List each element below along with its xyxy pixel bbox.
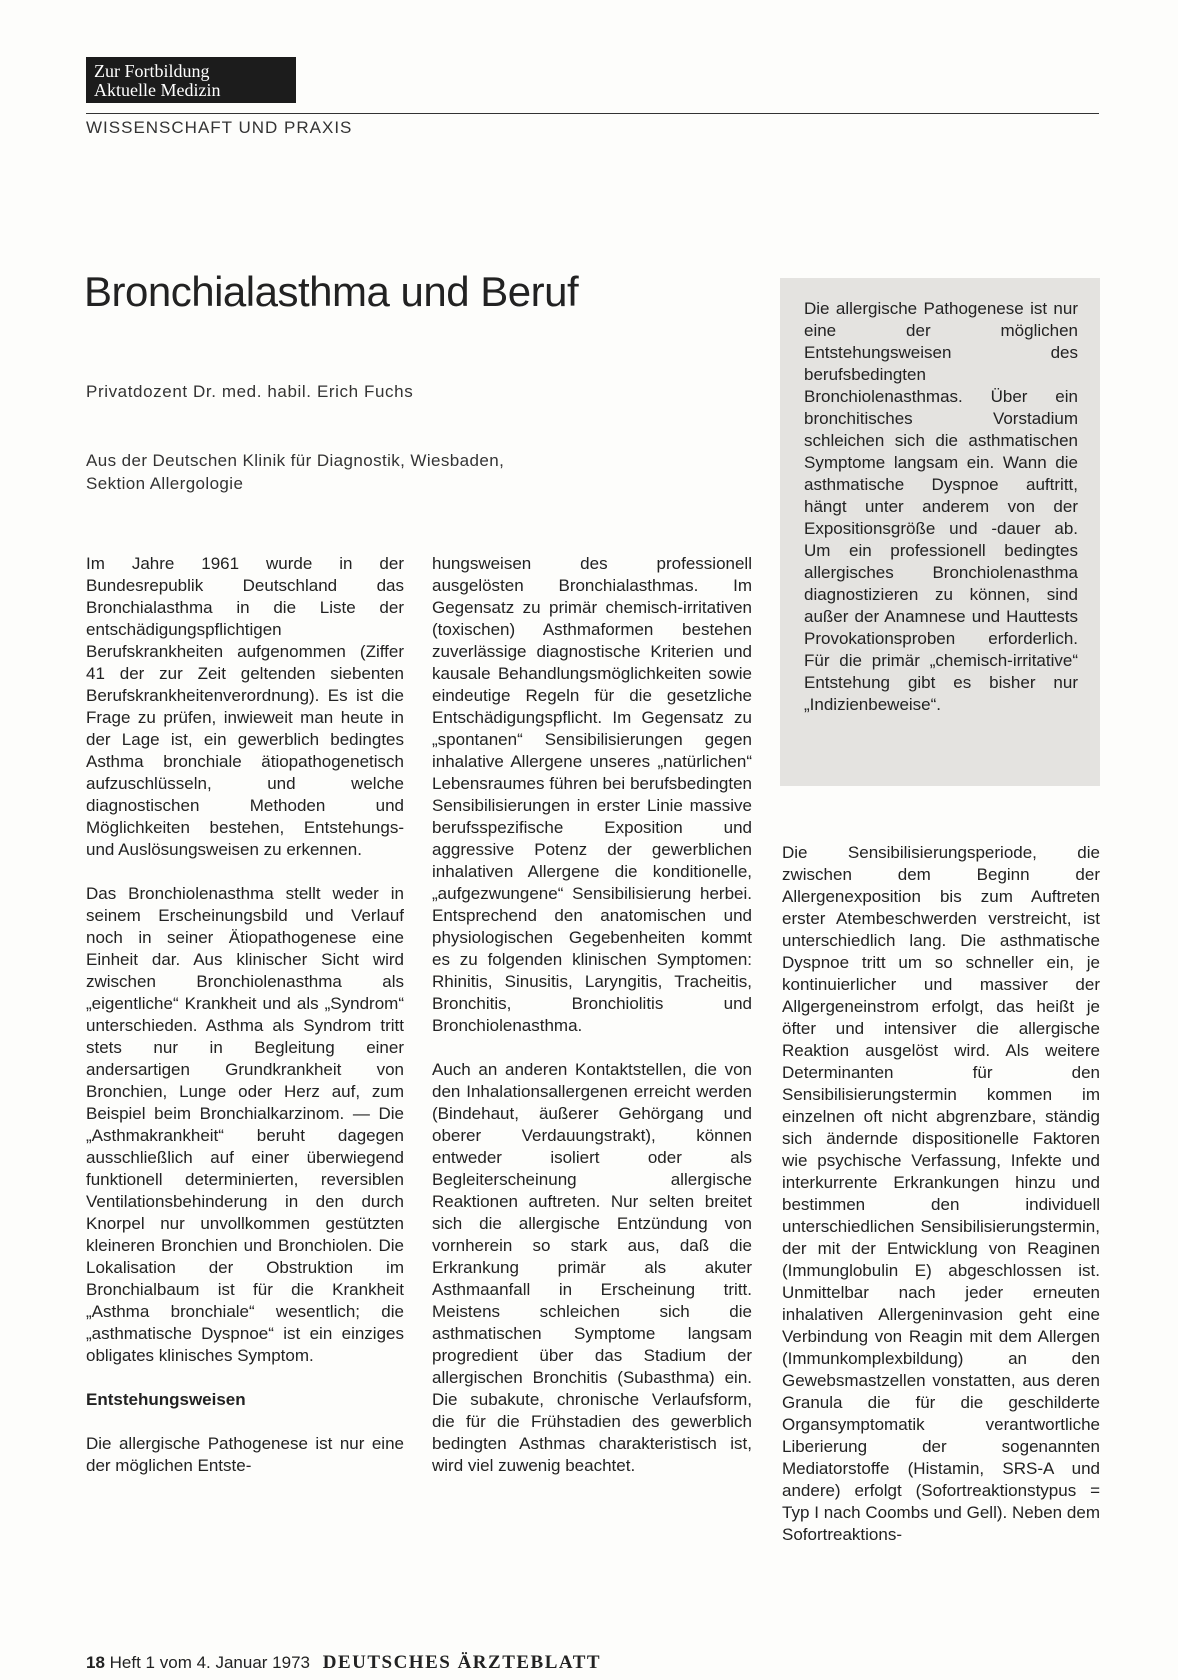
journal-name: DEUTSCHES ÄRZTEBLATT: [322, 1652, 602, 1673]
affiliation: [86, 449, 504, 495]
section-label-box: [86, 57, 296, 103]
section-label-line1: Zur Fortbildung: [94, 61, 210, 81]
affiliation-line2: Sektion Allergologie: [86, 474, 244, 493]
article-title: Bronchialasthma und Beruf: [84, 268, 579, 315]
paragraph: Die Sensibilisierungsperiode, die zwischen dem Beginn der Allergenexposition bis zum Auftreten erster Atembeschwerden verstreicht, ist unterschiedlich lang. Die asthmatische Dyspnoe tritt um so schneller ein, je kontinuierlicher und massiver der Allgergeneinstrom erfolgt, das heißt je öfter und intensiver die allergische Reaktion ausgelöst wird. Als weitere Determinanten für den Sensibilisierungstermin kommen im einzelnen oft nicht abgrenzbare, ständig sich ändernde dispositionelle Faktoren wie psychische Verfassung, Infekte und interkurrente Erkrankungen hinzu und bestimmen den individuell unterschiedlichen Sensibilisierungstermin, der mit der Entwicklung von Reaginen (Immunglobulin E) abgeschlossen ist. Unmittelbar nach jeder erneuten inhalativen Allergeninvasion geht eine Verbindung von Reagin mit dem Allergen (Immunkomplexbildung) an den Gewebsmastzellen vonstatten, aus deren Granula die für die geschilderte Organsymptomatik verantwortliche Liberierung der sogenannten Mediatorstoffe (Histamin, SRS-A und andere) erfolgt (Sofortreaktionstypus = Typ I nach Coombs und Gell). Neben dem Sofortreaktions-: [782, 843, 1100, 1544]
column-1: [86, 553, 404, 1499]
paragraph: Auch an anderen Kontaktstellen, die von den Inhalationsallergenen erreicht werden (Bindehaut, äußerer Gehörgang und oberer Verdauungstrakt), können entweder isoliert oder als Begleiterscheinung allergische Reaktionen auftreten. Nur selten breitet sich die allergische Entzündung von vornherein so stark aus, daß die Erkrankung primär als akuter Asthmaanfall in Erscheinung tritt. Meistens schleichen sich die asthmatischen Symptome langsam progredient über das Stadium der allergischen Bronchitis (Subasthma) ein. Die subakute, chronische Verlaufsform, die für die Frühstadien des gewerblich bedingten Asthmas charakteristisch ist, wird viel zuwenig beachtet.: [432, 1060, 752, 1475]
column-2: [432, 553, 752, 1499]
paragraph: Im Jahre 1961 wurde in der Bundesrepublik Deutschland das Bronchialasthma in die Liste der entschädigungspflichtigen Berufskrankheiten aufgenommen (Ziffer 41 der zur Zeit geltenden siebenten Berufskrankheitenverordnung). Es ist die Frage zu prüfen, inwieweit man heute in der Lage ist, ein gewerblich bedingtes Asthma bronchiale ätiopathogenetisch aufzuschlüsseln, und welche diagnostischen Methoden und Möglichkeiten bestehen, Entstehungs- und Auslösungsweisen zu erkennen.: [86, 554, 404, 859]
page-footer: [86, 1652, 601, 1674]
section-label-line2: Aktuelle Medizin: [94, 80, 221, 100]
summary-callout: Die allergische Pathogenese ist nur eine der möglichen Entstehungsweisen des berufsbedingten Bronchiolenasthmas. Über ein bronchitisches Vorstadium schleichen sich die asthmatischen Symptome langsam ein. Wann die asthmatische Dyspnoe auftritt, hängt unter anderem von der Expositionsgröße und -dauer ab. Um ein professionell bedingtes allergisches Bronchiolenasthma diagnostizieren zu können, sind außer der Anamnese und Hauttests Provokationsproben erforderlich. Für die primär „chemisch-irritative“ Entstehung gibt es bisher nur „Indizienbeweise“.: [780, 278, 1100, 786]
kicker: WISSENSCHAFT UND PRAXIS: [86, 118, 353, 137]
paragraph: Das Bronchiolenasthma stellt weder in seinem Erscheinungsbild und Verlauf noch in seiner Ätiopathogenese eine Einheit dar. Aus klinischer Sicht wird zwischen Bronchiolenasthma als „eigentliche“ Krankheit und als „Syndrom“ unterschieden. Asthma als Syndrom tritt stets nur in Begleitung einer andersartigen Grundkrankheit von Bronchien, Lunge oder Herz auf, zum Beispiel beim Bronchialkarzinom. — Die „Asthmakrankheit“ beruht dagegen ausschließlich auf einer überwiegend funktionell determinierten, reversiblen Ventilationsbehinderung in den durch Knorpel nur unvollkommen gestützten kleineren Bronchien und Bronchiolen. Die Lokalisation der Obstruktion im Bronchialbaum ist für die Krankheit „Asthma bronchiale“ wesentlich; die „asthmatische Dyspnoe“ ist ein einziges obligates klinisches Symptom.: [86, 884, 404, 1365]
paragraph: hungsweisen des professionell ausgelösten Bronchialasthmas. Im Gegensatz zu primär chemisch-irritativen (toxischen) Asthmaformen bestehen zuverlässige diagnostische Kriterien und kausale Behandlungsmöglichkeiten sowie eindeutige Regeln für die gesetzliche Entschädigungspflicht. Im Gegensatz zu „spontanen“ Sensibilisierungen gegen inhalative Allergene unseres „natürlichen“ Lebensraumes führen bei berufsbedingten Sensibilisierungen in erster Linie massive berufsspezifische Exposition und aggressive Potenz der gewerblichen inhalativen Allergene die konditionelle, „aufgezwungene“ Sensibilisierung herbei. Entsprechend den anatomischen und physiologischen Gegebenheiten kommt es zu folgenden klinischen Symptomen: Rhinitis, Sinusitis, Laryngitis, Tracheitis, Bronchitis, Bronchiolitis und Bronchiolenasthma.: [432, 554, 752, 1035]
paragraph: Die allergische Pathogenese ist nur eine der möglichen Entste-: [86, 1434, 404, 1475]
affiliation-line1: Aus der Deutschen Klinik für Diagnostik, Wiesbaden,: [86, 451, 505, 470]
section-heading: Entstehungsweisen: [86, 1390, 246, 1409]
author-line: Privatdozent Dr. med. habil. Erich Fuchs: [86, 382, 414, 401]
header-rule: [86, 113, 1099, 114]
column-3: [782, 842, 1100, 1568]
issue-info: Heft 1 vom 4. Januar 1973: [109, 1653, 310, 1672]
page-number: 18: [86, 1653, 105, 1672]
